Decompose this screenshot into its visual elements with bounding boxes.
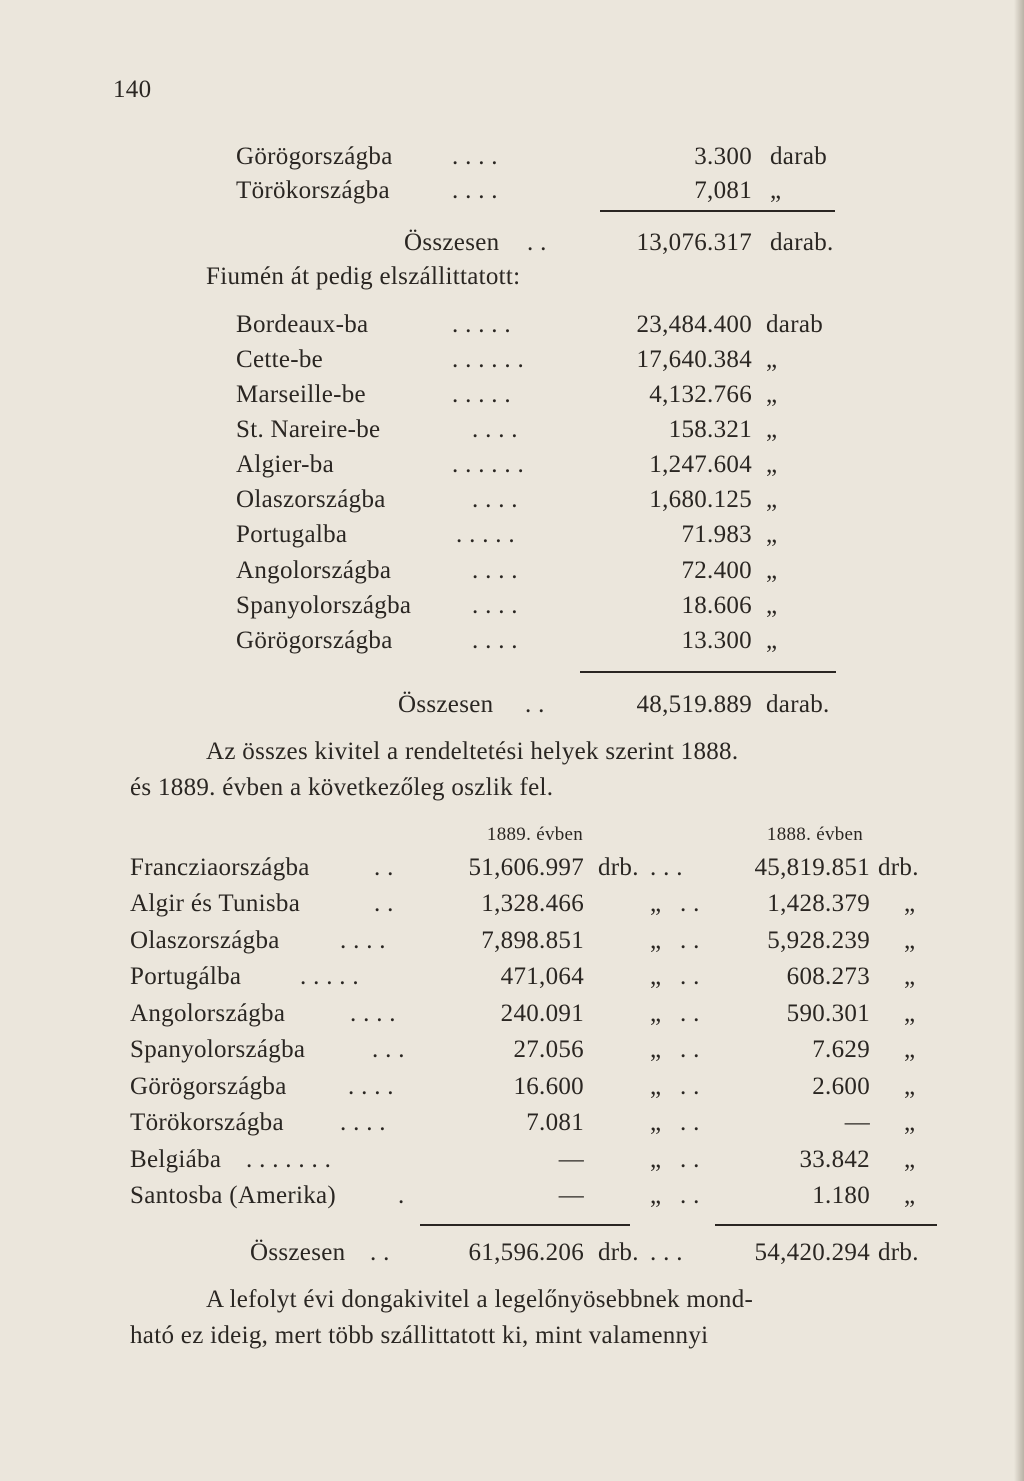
s2-row-value: 17,640.384 (636, 346, 752, 373)
s2-row-value: 4,132.766 (649, 381, 752, 408)
table-sep: . . (680, 1146, 700, 1173)
paragraph-line: és 1889. évben a következőleg oszlik fel. (130, 774, 554, 801)
s2-row-label: Spanyolországba (236, 592, 412, 619)
s2-row-label: Portugalba (236, 521, 348, 548)
s2-row-dots: . . . . (472, 486, 518, 513)
s2-row-value: 72.400 (681, 557, 752, 584)
s1-row-dots: . . . . (452, 177, 498, 204)
table-sum-rule-1889 (420, 1224, 630, 1226)
s2-row-unit: „ (766, 592, 778, 619)
table-total-1889: 61,596.206 (468, 1239, 584, 1266)
table-value-1889: 51,606.997 (468, 854, 584, 881)
table-unit-1889: „ (650, 890, 662, 917)
s1-row-label: Görögországba (236, 143, 393, 170)
table-unit-1888: „ (904, 1000, 916, 1027)
s2-row-value: 18.606 (681, 592, 752, 619)
table-unit-1889: „ (650, 1000, 662, 1027)
table-row-label: Santosba (Amerika) (130, 1182, 337, 1209)
s2-row-dots: . . . . (472, 557, 518, 584)
table-unit-1889: „ (650, 1036, 662, 1063)
s2-total-unit: darab. (766, 691, 830, 718)
s2-row-dots: . . . . . (452, 381, 511, 408)
table-row-dots: . (398, 1182, 405, 1209)
paragraph-line: Az összes kivitel a rendeltetési helyek szerint 1888. (206, 738, 739, 765)
s2-row-dots: . . . . (472, 627, 518, 654)
table-sep: . . (680, 1182, 700, 1209)
table-row-dots: . . (374, 854, 394, 881)
table-unit-1888: „ (904, 1146, 916, 1173)
s2-row-label: Angolországba (236, 557, 392, 584)
page-edge-shadow (1014, 0, 1024, 1481)
s2-row-dots: . . . . (472, 592, 518, 619)
table-value-1888: 608.273 (786, 963, 870, 990)
table-value-1888: 33.842 (799, 1146, 870, 1173)
table-row-label: Spanyolországba (130, 1036, 306, 1063)
s2-row-unit: „ (766, 381, 778, 408)
s2-row-label: Bordeaux-ba (236, 311, 369, 338)
table-value-1888: 2.600 (812, 1073, 870, 1100)
s2-row-dots: . . . . . (456, 521, 515, 548)
table-value-1888: 7.629 (812, 1036, 870, 1063)
s2-row-label: Olaszországba (236, 486, 386, 513)
s2-total-label: Összesen (398, 691, 494, 718)
table-unit-1888: „ (904, 890, 916, 917)
s1-row-unit: „ (770, 177, 782, 204)
table-total-sep: . . . (650, 1239, 683, 1266)
s2-row-unit: „ (766, 627, 778, 654)
table-row-label: Törökországba (130, 1109, 284, 1136)
s1-total-unit: darab. (770, 229, 834, 256)
s2-row-value: 1,247.604 (649, 451, 752, 478)
table-value-1888: — (844, 1109, 870, 1136)
paragraph-line: A lefolyt évi dongakivitel a legelőnyösebbnek mond- (206, 1286, 754, 1313)
s2-row-unit: „ (766, 416, 778, 443)
table-row-label: Angolországba (130, 1000, 286, 1027)
s2-row-unit: „ (766, 557, 778, 584)
s2-row-label: Görögországba (236, 627, 393, 654)
s2-row-dots: . . . . . (452, 311, 511, 338)
s2-row-value: 158.321 (668, 416, 752, 443)
table-value-1888: 1.180 (812, 1182, 870, 1209)
col-header-1889: 1889. évben (486, 824, 584, 845)
table-value-1889: — (558, 1182, 584, 1209)
table-row-dots: . . . . . . . (246, 1146, 332, 1173)
table-unit-1888: „ (904, 1182, 916, 1209)
table-value-1889: 1,328.466 (481, 890, 584, 917)
table-row-label: Portugálba (130, 963, 242, 990)
table-sep: . . (680, 890, 700, 917)
s2-row-unit: „ (766, 346, 778, 373)
table-value-1889: 27.056 (513, 1036, 584, 1063)
s2-row-label: Cette-be (236, 346, 324, 373)
table-unit-1889: „ (650, 1109, 662, 1136)
s2-row-unit: „ (766, 451, 778, 478)
table-row-dots: . . . . (340, 927, 386, 954)
table-row-dots: . . (374, 890, 394, 917)
table-total-label: Összesen (250, 1239, 346, 1266)
table-unit-1888: „ (904, 963, 916, 990)
table-sep: . . (680, 1036, 700, 1063)
table-unit-1888: drb. (878, 854, 919, 881)
table-sep: . . (680, 1073, 700, 1100)
table-value-1888: 5,928.239 (767, 927, 870, 954)
s2-row-value: 71.983 (681, 521, 752, 548)
table-value-1888: 45,819.851 (754, 854, 870, 881)
s1-total-dots: . . (527, 229, 547, 256)
s2-row-label: Algier-ba (236, 451, 334, 478)
s1-row-value: 3.300 (694, 143, 752, 170)
table-sep: . . (680, 963, 700, 990)
table-value-1889: 7,898.851 (481, 927, 584, 954)
table-total-unit-1889: drb. (598, 1239, 639, 1266)
s2-row-value: 1,680.125 (649, 486, 752, 513)
s1-sum-rule (600, 210, 835, 212)
table-row-label: Francziaországba (130, 854, 310, 881)
s2-row-dots: . . . . . . (452, 346, 525, 373)
s2-total-value: 48,519.889 (636, 691, 752, 718)
table-sep: . . (680, 1000, 700, 1027)
table-unit-1889: „ (650, 1146, 662, 1173)
s1-row-dots: . . . . (452, 143, 498, 170)
table-row-label: Görögországba (130, 1073, 287, 1100)
table-value-1888: 1,428.379 (767, 890, 870, 917)
table-row-dots: . . . . (340, 1109, 386, 1136)
table-value-1889: 471,064 (500, 963, 584, 990)
s2-row-unit: „ (766, 486, 778, 513)
table-unit-1888: „ (904, 1036, 916, 1063)
s2-total-dots: . . (525, 691, 545, 718)
table-unit-1888: „ (904, 1109, 916, 1136)
s2-sum-rule (580, 671, 836, 673)
table-total-1888: 54,420.294 (754, 1239, 870, 1266)
table-unit-1888: „ (904, 1073, 916, 1100)
table-unit-1889: drb. (598, 854, 639, 881)
table-value-1889: 16.600 (513, 1073, 584, 1100)
paragraph-line: ható ez ideig, mert több szállittatott ki, mint valamennyi (130, 1322, 709, 1349)
s1-row-value: 7,081 (694, 177, 752, 204)
table-total-dots: . . (370, 1239, 390, 1266)
table-row-dots: . . . . (348, 1073, 394, 1100)
table-row-dots: . . . (372, 1036, 405, 1063)
table-total-unit-1888: drb. (878, 1239, 919, 1266)
table-value-1888: 590.301 (786, 1000, 870, 1027)
table-unit-1889: „ (650, 1073, 662, 1100)
table-sep: . . (680, 927, 700, 954)
s1-total-value: 13,076.317 (636, 229, 752, 256)
table-sep: . . (680, 1109, 700, 1136)
table-unit-1889: „ (650, 963, 662, 990)
page-number: 140 (113, 76, 152, 103)
s2-row-value: 23,484.400 (636, 311, 752, 338)
table-unit-1888: „ (904, 927, 916, 954)
col-header-1888: 1888. évben (766, 824, 864, 845)
s1-row-unit: darab (770, 143, 828, 170)
table-unit-1889: „ (650, 1182, 662, 1209)
s2-row-unit: „ (766, 521, 778, 548)
table-row-label: Algir és Tunisba (130, 890, 301, 917)
s2-row-dots: . . . . . . (452, 451, 525, 478)
table-sum-rule-1888 (715, 1224, 937, 1226)
s2-row-label: Marseille-be (236, 381, 366, 408)
s1-total-label: Összesen (404, 229, 500, 256)
table-row-label: Olaszországba (130, 927, 280, 954)
s1-row-label: Törökországba (236, 177, 390, 204)
s2-row-label: St. Nareire-be (236, 416, 381, 443)
fiume-heading: Fiumén át pedig elszállittatott: (206, 263, 521, 290)
table-row-label: Belgiába (130, 1146, 222, 1173)
table-value-1889: — (558, 1146, 584, 1173)
table-row-dots: . . . . (350, 1000, 396, 1027)
s2-row-unit: darab (766, 311, 824, 338)
table-value-1889: 240.091 (500, 1000, 584, 1027)
s2-row-value: 13.300 (681, 627, 752, 654)
table-value-1889: 7.081 (526, 1109, 584, 1136)
s2-row-dots: . . . . (472, 416, 518, 443)
table-row-dots: . . . . . (300, 963, 359, 990)
table-unit-1889: „ (650, 927, 662, 954)
table-sep: . . . (650, 854, 683, 881)
